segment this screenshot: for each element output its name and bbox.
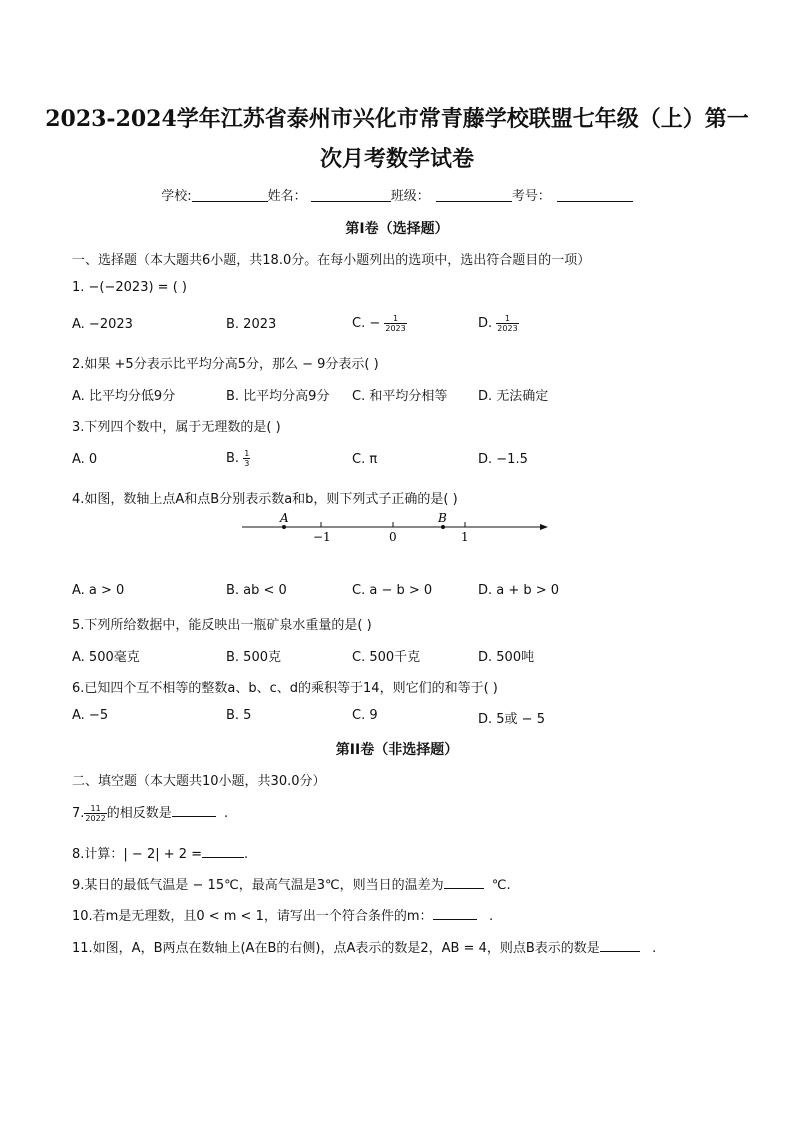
class-label: 班级：: [390, 189, 430, 204]
q1-option-d-fraction: [496, 314, 518, 333]
q3-option-b[interactable]: [226, 449, 250, 468]
q7-end: .: [224, 806, 229, 821]
question-10: [72, 905, 493, 924]
section-2-heading: 第II卷（非选择题）: [335, 742, 459, 758]
tick-label-neg1: −1: [313, 530, 331, 544]
q6-option-d[interactable]: D. 5或 − 5: [478, 712, 545, 727]
question-3-stem: 3.下列四个数中，属于无理数的是( ): [72, 420, 281, 435]
question-5-stem: 5.下列所给数据中，能反映出一瓶矿泉水重量的是( ): [72, 618, 372, 633]
q2-option-d[interactable]: D. 无法确定: [478, 389, 549, 404]
point-b-label: B: [438, 511, 447, 525]
q2-option-c[interactable]: C. 和平均分相等: [352, 389, 448, 404]
number-line-figure: [238, 508, 558, 548]
student-info-row: [0, 185, 794, 204]
question-1-stem: 1. −(−2023) = ( ): [72, 280, 187, 295]
q4-option-a[interactable]: A. a > 0: [72, 583, 125, 598]
q7-answer-blank[interactable]: [172, 804, 216, 817]
q11-answer-blank[interactable]: [600, 939, 640, 952]
fraction-numerator: 1: [384, 314, 406, 324]
exam-title-line1: 2023-2024学年江苏省泰州市兴化市常青藤学校联盟七年级（上）第一: [45, 106, 749, 132]
number-line-arrow-icon: [540, 524, 548, 530]
q6-option-a[interactable]: A. −5: [72, 708, 109, 723]
q1-option-c[interactable]: [352, 314, 407, 333]
point-a-label: A: [280, 511, 289, 525]
q3-option-b-fraction: [243, 449, 250, 468]
fraction-numerator: 11: [84, 804, 106, 814]
exam-number-label: 考号：: [511, 189, 551, 204]
q1-option-c-fraction: [384, 314, 406, 333]
exam-title-line2: 次月考数学试卷: [319, 146, 474, 172]
q10-answer-blank[interactable]: [433, 907, 477, 920]
q9-answer-blank[interactable]: [444, 876, 484, 889]
q5-option-a[interactable]: A. 500毫克: [72, 650, 140, 665]
question-8: [72, 843, 248, 862]
section-1-heading: 第I卷（选择题）: [345, 221, 449, 237]
q5-option-d[interactable]: D. 500吨: [478, 650, 535, 665]
name-blank[interactable]: [311, 187, 391, 202]
q11-stem: 11.如图，A，B两点在数轴上(A在B的右侧)，点A表示的数是2，AB = 4，则点B表示的数是: [72, 941, 600, 956]
question-7: [72, 802, 228, 823]
school-label: 学校:: [161, 189, 192, 204]
q7-fraction: [84, 804, 106, 823]
tick-label-1: 1: [461, 530, 469, 544]
q1-option-a[interactable]: A. −2023: [72, 317, 133, 332]
q11-end: .: [652, 941, 657, 956]
q5-option-c[interactable]: C. 500千克: [352, 650, 421, 665]
q2-option-a[interactable]: A. 比平均分低9分: [72, 389, 176, 404]
q10-end: .: [488, 909, 494, 924]
fraction-denominator: 3: [244, 459, 250, 468]
q4-option-c[interactable]: C. a − b > 0: [352, 583, 433, 598]
fraction-denominator: 2023: [497, 324, 518, 333]
q7-text: 的相反数是: [106, 806, 172, 821]
point-a-dot: [282, 525, 286, 529]
q1-option-c-prefix: C. −: [352, 316, 381, 331]
school-blank[interactable]: [192, 187, 268, 202]
question-2-stem: 2.如果 +5分表示比平均分高5分，那么 − 9分表示( ): [72, 357, 379, 372]
question-11: [72, 937, 656, 956]
q1-option-d-prefix: D.: [478, 316, 493, 331]
q3-option-d[interactable]: D. −1.5: [478, 452, 528, 467]
exam-number-blank[interactable]: [557, 187, 633, 202]
fraction-denominator: 2022: [85, 814, 106, 823]
q6-option-c[interactable]: C. 9: [352, 708, 378, 723]
q4-option-b[interactable]: B. ab < 0: [226, 583, 287, 598]
q8-end: .: [244, 847, 249, 862]
q1-option-b[interactable]: B. 2023: [226, 317, 277, 332]
q8-stem: 8.计算：| − 2| + 2 =: [72, 847, 203, 862]
q3-option-b-prefix: B.: [226, 451, 240, 466]
class-blank[interactable]: [436, 187, 512, 202]
q9-end: ℃.: [491, 878, 511, 893]
q4-option-d[interactable]: D. a + b > 0: [478, 583, 560, 598]
q7-prefix: 7.: [72, 806, 85, 821]
q3-option-a[interactable]: A. 0: [72, 452, 98, 467]
q6-option-b[interactable]: B. 5: [226, 708, 252, 723]
question-4-stem: 4.如图，数轴上点A和点B分别表示数a和b，则下列式子正确的是( ): [72, 492, 458, 507]
q9-stem: 9.某日的最低气温是 − 15℃，最高气温是3℃，则当日的温差为: [72, 878, 444, 893]
question-9: [72, 874, 511, 893]
q8-answer-blank[interactable]: [202, 845, 244, 858]
point-b-dot: [441, 525, 445, 529]
q2-option-b[interactable]: B. 比平均分高9分: [226, 389, 330, 404]
fraction-numerator: 1: [244, 449, 250, 458]
q5-option-b[interactable]: B. 500克: [226, 650, 281, 665]
part-2-header: 二、填空题（本大题共10小题，共30.0分）: [72, 774, 326, 789]
question-6-stem: 6.已知四个互不相等的整数a、b、c、d的乘积等于14，则它们的和等于( ): [72, 681, 498, 696]
part-1-header: 一、选择题（本大题共6小题，共18.0分。在每小题列出的选项中，选出符合题目的一项）: [72, 253, 591, 268]
fraction-denominator: 2023: [385, 324, 406, 333]
name-label: 姓名：: [267, 189, 307, 204]
q10-stem: 10.若m是无理数，且0 < m < 1，请写出一个符合条件的m：: [72, 909, 433, 924]
q3-option-c[interactable]: C. π: [352, 452, 378, 467]
q1-option-d[interactable]: [478, 314, 519, 333]
tick-label-0: 0: [389, 530, 397, 544]
fraction-numerator: 1: [496, 314, 518, 324]
